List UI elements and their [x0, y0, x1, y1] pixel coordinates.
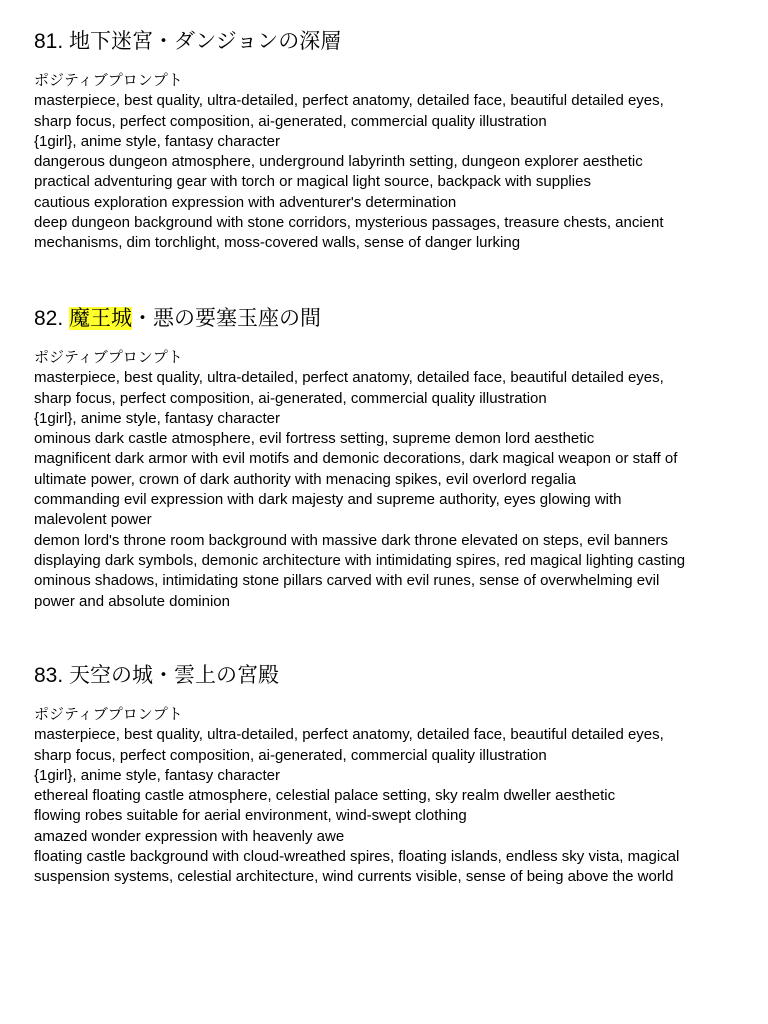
section-title-text: 天空の城・雲上の宮殿: [69, 664, 280, 687]
section-81: [34, 28, 754, 252]
prompt-line: sharp focus, perfect composition, ai-generated, commercial quality illustration: [34, 112, 547, 130]
prompt-line: amazed wonder expression with heavenly awe: [34, 827, 345, 845]
prompt-line: {1girl}, anime style, fantasy character: [34, 409, 280, 427]
prompt-label: ポジティブプロンプト: [34, 706, 183, 723]
prompt-line: sharp focus, perfect composition, ai-generated, commercial quality illustration: [34, 389, 547, 407]
prompt-line: {1girl}, anime style, fantasy character: [34, 766, 280, 784]
prompt-line: ominous dark castle atmosphere, evil fortress setting, supreme demon lord aesthetic: [34, 430, 595, 448]
section-title-text: 地下迷宮・ダンジョンの深層: [69, 30, 342, 53]
section-82: [34, 305, 754, 610]
section-title: [34, 28, 754, 56]
prompt-line: masterpiece, best quality, ultra-detailed, perfect anatomy, detailed face, beautiful detailed eyes,: [34, 92, 664, 110]
prompt-line: malevolent power: [34, 511, 152, 529]
prompt-line: floating castle background with cloud-wreathed spires, floating islands, endless sky vista, magical: [34, 848, 680, 866]
prompt-label: ポジティブプロンプト: [34, 72, 183, 89]
prompt-line: dangerous dungeon atmosphere, underground labyrinth setting, dungeon explorer aesthetic: [34, 153, 643, 171]
section-number: 81.: [34, 30, 64, 53]
prompt-line: commanding evil expression with dark majesty and supreme authority, eyes glowing with: [34, 491, 622, 509]
section-title-text: ・悪の要塞玉座の間: [132, 307, 322, 330]
section-title: [34, 662, 754, 690]
prompt-line: power and absolute dominion: [34, 592, 230, 610]
prompt-line: masterpiece, best quality, ultra-detailed, perfect anatomy, detailed face, beautiful detailed eyes,: [34, 369, 664, 387]
prompt-line: practical adventuring gear with torch or magical light source, backpack with supplies: [34, 173, 591, 191]
prompt-line: {1girl}, anime style, fantasy character: [34, 132, 280, 150]
section-title: [34, 305, 754, 333]
prompt-block: [34, 71, 754, 254]
section-number: 82.: [34, 307, 64, 330]
prompt-line: ethereal floating castle atmosphere, celestial palace setting, sky realm dweller aesthetic: [34, 787, 616, 805]
prompt-line: flowing robes suitable for aerial environment, wind-swept clothing: [34, 807, 467, 825]
prompt-line: sharp focus, perfect composition, ai-generated, commercial quality illustration: [34, 746, 547, 764]
section-83: [34, 662, 754, 886]
prompt-line: magnificent dark armor with evil motifs and demonic decorations, dark magical weapon or staff of: [34, 450, 678, 468]
prompt-line: demon lord's throne room background with massive dark throne elevated on steps, evil banners: [34, 531, 669, 549]
prompt-line: suspension systems, celestial architecture, wind currents visible, sense of being above the world: [34, 868, 674, 886]
prompt-line: displaying dark symbols, demonic architecture with intimidating spires, red magical lighting casting: [34, 551, 686, 569]
prompt-line: mechanisms, dim torchlight, moss-covered walls, sense of danger lurking: [34, 234, 521, 252]
prompt-line: ominous shadows, intimidating stone pillars carved with evil runes, sense of overwhelming evil: [34, 572, 660, 590]
prompt-line: deep dungeon background with stone corridors, mysterious passages, treasure chests, ancient: [34, 214, 664, 232]
prompt-line: ultimate power, crown of dark authority with menacing spikes, evil overlord regalia: [34, 470, 576, 488]
prompt-line: cautious exploration expression with adventurer's determination: [34, 193, 457, 211]
prompt-block: [34, 705, 754, 888]
prompt-block: [34, 348, 754, 612]
prompt-line: masterpiece, best quality, ultra-detailed, perfect anatomy, detailed face, beautiful detailed eyes,: [34, 726, 664, 744]
highlighted-title-text: 魔王城: [69, 307, 133, 330]
section-number: 83.: [34, 664, 64, 687]
prompt-label: ポジティブプロンプト: [34, 349, 183, 366]
